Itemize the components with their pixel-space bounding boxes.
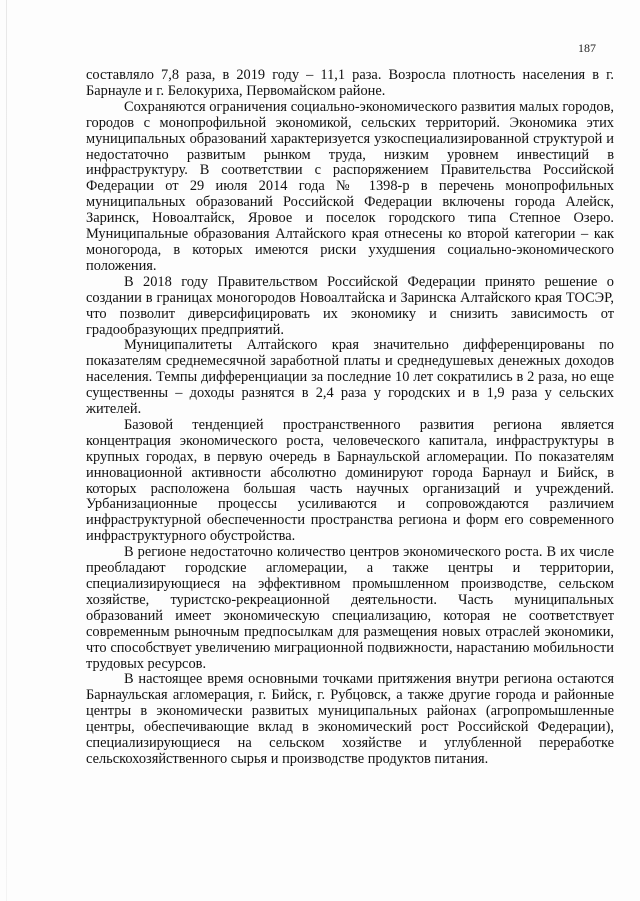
page-number: 187 <box>578 41 596 55</box>
paragraph-1: составляло 7,8 раза, в 2019 году – 11,1 раза. Возросла плотность населения в г. Барнауле и г. Белокуриха, Первомайском районе. <box>86 67 614 99</box>
paragraph-6: В регионе недостаточно количество центров экономического роста. В их числе преобладают городские агломерации, а также центры и территории, специализирующиеся на эффективном промышленном производстве, сельском хозяйстве, туристско-рекреационной деятельности. Часть муниципальных образований имеет экономическую специализацию, которая не соответствует современным рыночным предпосылкам для размещения новых отраслей экономики, что способствует увеличению миграционной подвижности, нарастанию мобильности трудовых ресурсов. <box>86 544 614 672</box>
body-text <box>86 68 614 768</box>
paragraph-4: Муниципалитеты Алтайского края значительно дифференцированы по показателям среднемесячной заработной платы и среднедушевых денежных доходов населения. Темпы дифференциации за последние 10 лет сократились в 2 раза, но еще существенны – доходы разнятся в 2,4 раза у городских и в 1,9 раза у сельских жителей. <box>86 337 614 418</box>
paragraph-3: В 2018 году Правительством Российской Федерации принято решение о создании в границах моногородов Новоалтайска и Заринска Алтайского края ТОСЭР, что позволит диверсифицировать их экономику и снизить зависимость от градообразующих предприятий. <box>86 273 614 338</box>
paragraph-7: В настоящее время основными точками притяжения внутри региона остаются Барнаульская агломерация, г. Бийск, г. Рубцовск, а также другие города и районные центры в экономически развитых муниципальных районах (агропромышленные центры, обеспечивающие вклад в экономический рост Российской Федерации), специализирующиеся на сельском хозяйстве и углубленной переработке сельскохозяйственного сырья и производстве продуктов питания. <box>86 671 614 767</box>
paragraph-2: Сохраняются ограничения социально-экономического развития малых городов, городов с монопрофильной экономикой, сельских территорий. Экономика этих муниципальных образований характеризуется узкоспециализированной структурой и недостаточно развитым рынком труда, низким уровнем инвестиций в инфраструктуру. В соответствии с распоряжением Правительства Российской Федерации от 29 июля 2014 года № 1398-р в перечень монопрофильных муниципальных образований Российской Федерации включены города Алейск, Заринск, Новоалтайск, Яровое и поселок городского типа Степное Озеро. Муниципальные образования Алтайского края отнесены ко второй категории – как моногорода, в которых имеются риски ухудшения социально-экономического положения. <box>86 98 614 274</box>
scan-edge <box>6 0 7 901</box>
paragraph-5: Базовой тенденцией пространственного развития региона является концентрация экономического роста, человеческого капитала, инфраструктуры в крупных городах, в первую очередь в Барнаульской агломерации. По показателям инновационной активности абсолютно доминируют города Барнаул и Бийск, в которых расположена большая часть научных организаций и учреждений. Урбанизационные процессы усиливаются и сопровождаются различием инфраструктурной обеспеченности пространства региона и форм его современного инфраструктурного обустройства. <box>86 416 614 545</box>
